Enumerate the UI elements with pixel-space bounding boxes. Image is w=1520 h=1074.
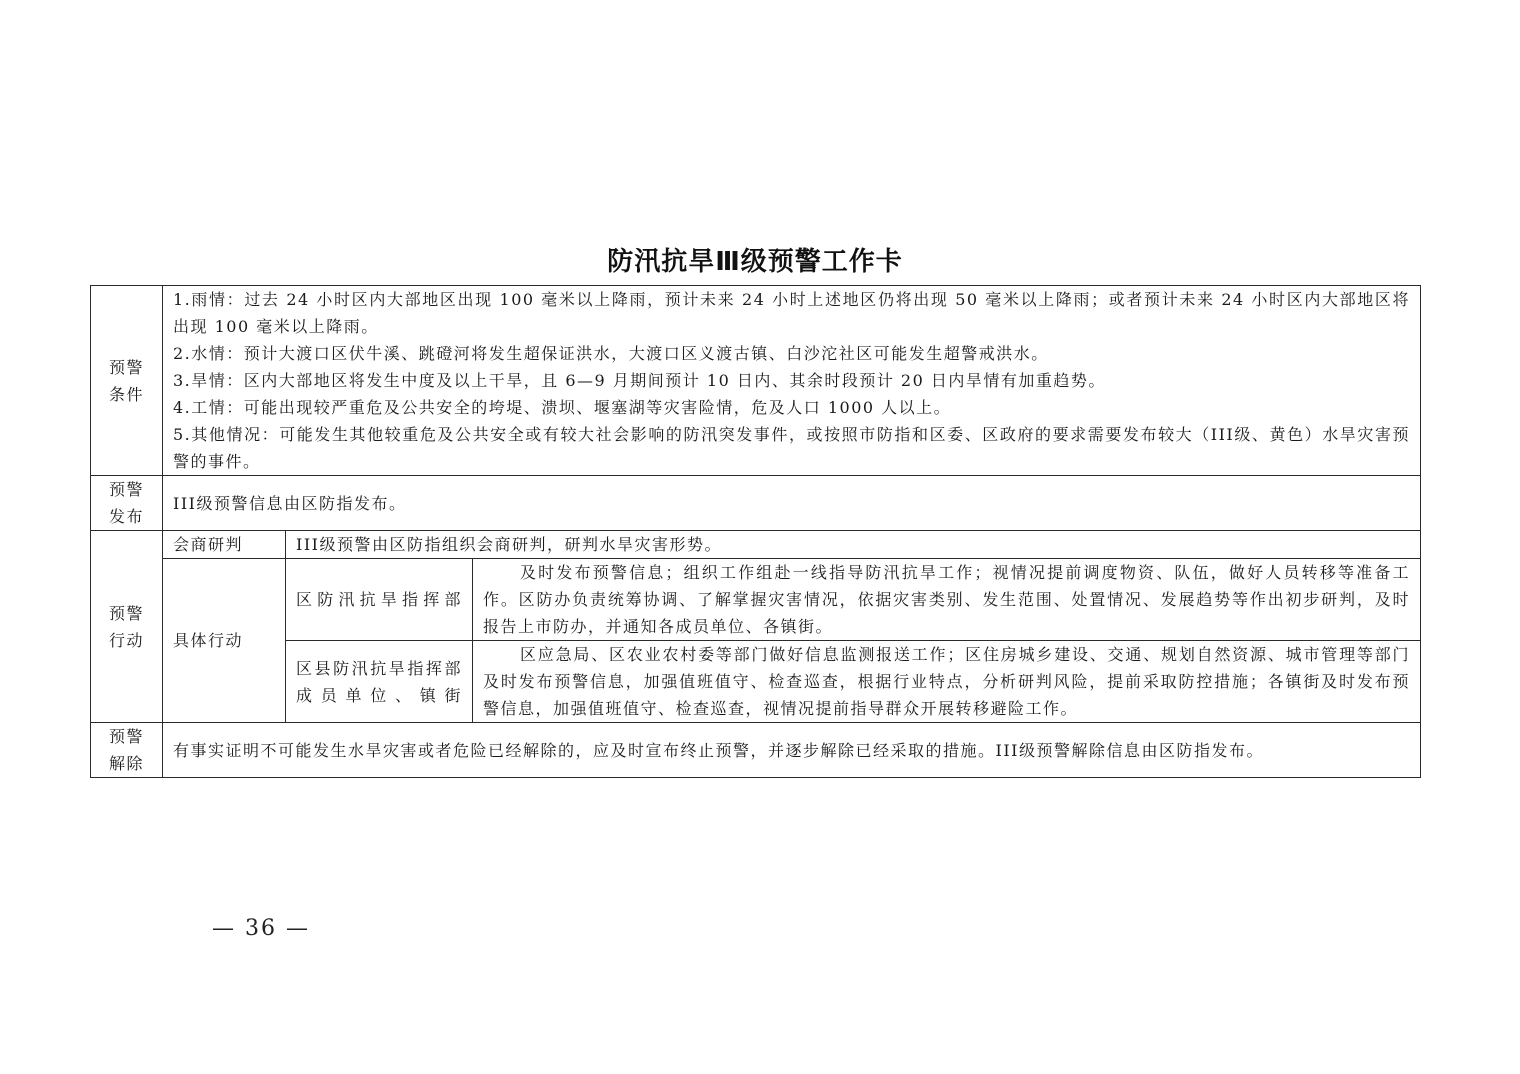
- members-unit-content: 区应急局、区农业农村委等部门做好信息监测报送工作；区住房城乡建设、交通、规划自然资源、城市管理等部门及时发布预警信息，加强值班值守、检查巡查，根据行业特点，分析研判风险，提前采取防控措施；各镇街及时发布预警信息，加强值班值守、检查巡查，视情况提前指导群众开展转移避险工作。: [473, 641, 1421, 723]
- action-hq-row: [91, 559, 1421, 641]
- action-label-line2: 行动: [108, 630, 144, 650]
- action-consult-row: [91, 531, 1421, 559]
- release-label-line2: 发布: [108, 507, 144, 526]
- action-label-line1: 预警: [108, 603, 144, 623]
- conditions-label-line1: 预警: [108, 357, 144, 377]
- release-content: III级预警信息由区防指发布。: [163, 476, 1421, 531]
- release-label: [91, 476, 163, 531]
- page-title: 防汛抗旱Ⅲ级预警工作卡: [607, 247, 903, 277]
- hq-unit-content: 及时发布预警信息；组织工作组赴一线指导防汛抗旱工作；视情况提前调度物资、队伍，做好人员转移等准备工作。区防办负责统筹协调、了解掌握灾害情况，依据灾害类别、发生范围、处置情况、发展趋势等作出初步研判，及时报告上市防办，并通知各成员单位、各镇街。: [473, 559, 1421, 641]
- condition-item-other: 5.其他情况：可能发生其他较重危及公共安全或有较大社会影响的防汛突发事件，或按照市防指和区委、区政府的要求需要发布较大（III级、黄色）水旱灾害预警的事件。: [173, 425, 1411, 471]
- conditions-row: [91, 286, 1421, 476]
- specific-action-label: 具体行动: [163, 559, 286, 723]
- lift-row: [91, 723, 1421, 778]
- members-unit-label: 区县防汛抗旱指挥部成员单位、镇街: [286, 641, 473, 723]
- consult-label: 会商研判: [163, 531, 286, 559]
- release-row: [91, 476, 1421, 531]
- lift-content: 有事实证明不可能发生水旱灾害或者危险已经解除的，应及时宣布终止预警，并逐步解除已经采取的措施。III级预警解除信息由区防指发布。: [163, 723, 1421, 778]
- condition-item-water: 2.水情：预计大渡口区伏牛溪、跳磴河将发生超保证洪水，大渡口区义渡古镇、白沙沱社区可能发生超警戒洪水。: [173, 344, 1049, 363]
- conditions-content: [163, 286, 1421, 476]
- action-label: [91, 531, 163, 723]
- warning-card-table: [90, 285, 1421, 778]
- condition-item-engineering: 4.工情：可能出现较严重危及公共安全的垮堤、溃坝、堰塞湖等灾害险情，危及人口 1000 人以上。: [173, 398, 952, 417]
- release-label-line1: 预警: [108, 480, 144, 499]
- lift-label-line1: 预警: [108, 727, 144, 746]
- conditions-label-line2: 条件: [108, 384, 144, 404]
- conditions-label: [91, 286, 163, 476]
- condition-item-drought: 3.旱情：区内大部地区将发生中度及以上干旱，且 6—9 月期间预计 10 日内、其余时段预计 20 日内旱情有加重趋势。: [173, 371, 1106, 390]
- consult-content: III级预警由区防指组织会商研判，研判水旱灾害形势。: [286, 531, 1421, 559]
- page-number: — 36 —: [212, 916, 310, 941]
- condition-item-rain: 1.雨情：过去 24 小时区内大部地区出现 100 毫米以上降雨，预计未来 24 小时上述地区仍将出现 50 毫米以上降雨；或者预计未来 24 小时区内大部地区将出现 100 毫米以上降雨。: [173, 290, 1411, 336]
- action-members-row: [91, 641, 1421, 723]
- lift-label: [91, 723, 163, 778]
- lift-label-line2: 解除: [108, 754, 144, 773]
- hq-unit-label: 区防汛抗旱指挥部: [286, 559, 473, 641]
